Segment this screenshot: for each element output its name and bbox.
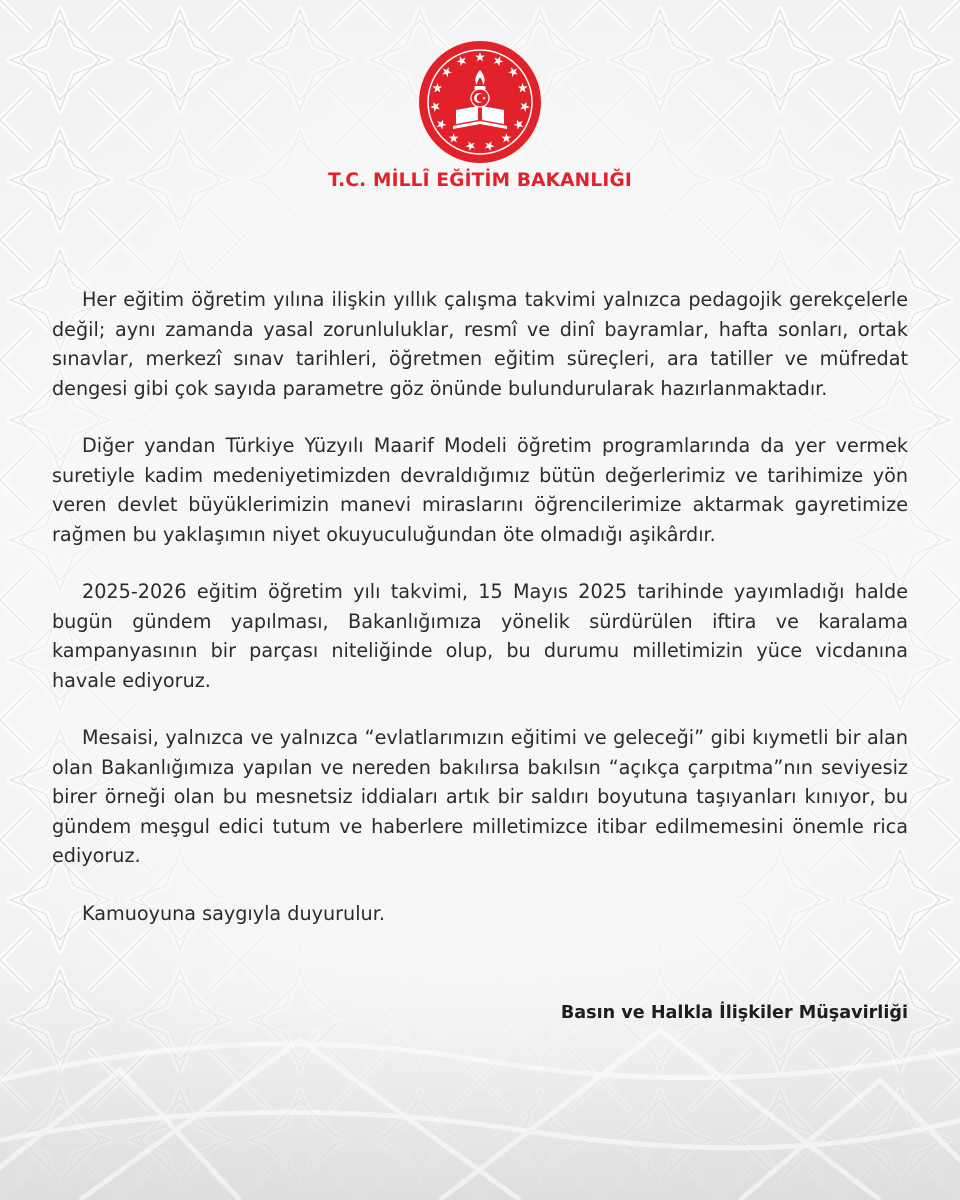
statement-paragraph: Diğer yandan Türkiye Yüzyılı Maarif Modeli öğretim programlarında da yer vermek suretiyle kadim medeniyetimizden devraldığımız bütün değerlerimiz ve tarihimize yön veren devlet büyüklerimizin manevi miraslarını öğrencilerimize aktarmak gayretimize rağmen bu yaklaşımın niyet okuyuculuğundan öte olmadığı aşikârdır. <box>52 434 908 546</box>
closing-line: Kamuoyuna saygıyla duyurulur. <box>82 901 385 925</box>
header <box>0 0 960 210</box>
statement-paragraph: Her eğitim öğretim yılına ilişkin yıllık çalışma takvimi yalnızca pedagojik gerekçelerle değil; aynı zamanda yasal zorunluluklar, resmî ve dinî bayramlar, hafta sonları, ortak sınavlar, merkezî sınav tarihleri, öğretmen eğitim süreçleri, ara tatiller ve müfredat dengesi gibi çok sayıda parametre göz önünde bulundurularak hazırlanmaktadır. <box>52 288 908 400</box>
ministry-emblem-icon <box>418 40 542 164</box>
organization-title: T.C. MİLLÎ EĞİTİM BAKANLIĞI <box>328 170 632 191</box>
signature: Basın ve Halkla İlişkiler Müşavirliği <box>560 1003 908 1023</box>
statement-body <box>52 285 908 956</box>
statement-paragraph: Mesaisi, yalnızca ve yalnızca “evlatlarımızın eğitimi ve geleceği” gibi kıymetli bir alan olan Bakanlığımıza yapılan ve nereden bakılırsa bakılsın “açıkça çarpıtma”nın seviyesiz birer örneği olan bu mesnetsiz iddiaları artık bir saldırı boyutuna taşıyanları kınıyor, bu gündem meşgul edici tutum ve haberlere milletimizce itibar edilmemesini önemle rica ediyoruz. <box>52 726 908 867</box>
statement-paragraph: 2025-2026 eğitim öğretim yılı takvimi, 15 Mayıs 2025 tarihinde yayımladığı halde bugün gündem yapılması, Bakanlığımıza yönelik sürdürülen iftira ve karalama kampanyasının bir parçası niteliğinde olup, bu durumu milletimizin yüce vicdanına havale ediyoruz. <box>52 580 908 692</box>
